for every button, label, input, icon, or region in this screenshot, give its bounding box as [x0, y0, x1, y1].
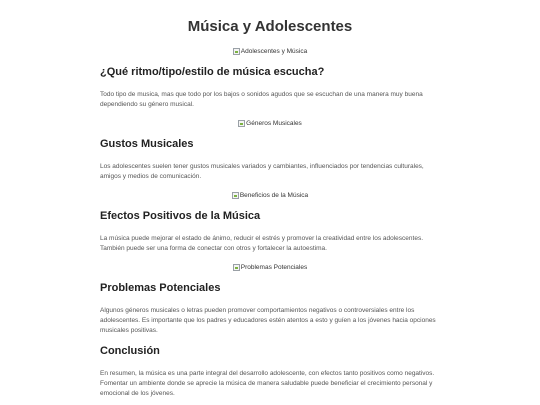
image-generos-alt: Géneros Musicales: [246, 120, 302, 127]
section-heading-efectos: Efectos Positivos de la Música: [100, 210, 261, 222]
section-heading-problemas: Problemas Potenciales: [100, 282, 221, 294]
section-heading-ritmo: ¿Qué ritmo/tipo/estilo de música escucha?: [100, 66, 325, 78]
section-heading-gustos: Gustos Musicales: [100, 138, 194, 150]
hero-image: [100, 47, 440, 56]
image-generos: [100, 119, 440, 128]
hero-image-alt: Adolescentes y Música: [240, 48, 308, 55]
image-beneficios: [100, 191, 440, 200]
section-text-ritmo: Todo tipo de musica, mas que todo por los bajos o sonidos agudos que se escuchan de una manera muy buena dependiendo su género musical.: [100, 91, 423, 108]
image-beneficios-alt: Beneficios de la Música: [239, 192, 309, 199]
section-text-efectos: La música puede mejorar el estado de ánimo, reducir el estrés y promover la creatividad entre los adolescentes. También puede ser una forma de conectar con otros y fortalecer la autoestima.: [100, 235, 424, 252]
section-text-conclusion: En resumen, la música es una parte integral del desarrollo adolescente, con efectos tanto positivos como negativos. Fomentar un ambiente donde se aprecie la música de manera saludable puede beneficiar el crecimiento personal y emocional de los jóvenes.: [100, 370, 435, 397]
section-text-problemas: Algunos géneros musicales o letras pueden promover comportamientos negativos o controversiales entre los adolescentes. Es importante que los padres y educadores estén atentos a esto y guíen a los jóvenes hacia opciones musicales positivas.: [100, 307, 436, 334]
section-heading-conclusion: Conclusión: [100, 345, 160, 357]
broken-image-icon: [232, 192, 239, 199]
page: [100, 0, 440, 399]
image-problemas: [100, 263, 440, 272]
section-text-gustos: Los adolescentes suelen tener gustos musicales variados y cambiantes, influenciados por tendencias culturales, amigos y medios de comunicación.: [100, 163, 424, 180]
image-problemas-alt: Problemas Potenciales: [240, 264, 308, 271]
broken-image-icon: [238, 120, 245, 127]
page-title: Música y Adolescentes: [187, 18, 353, 35]
broken-image-icon: [233, 48, 240, 55]
broken-image-icon: [233, 264, 240, 271]
